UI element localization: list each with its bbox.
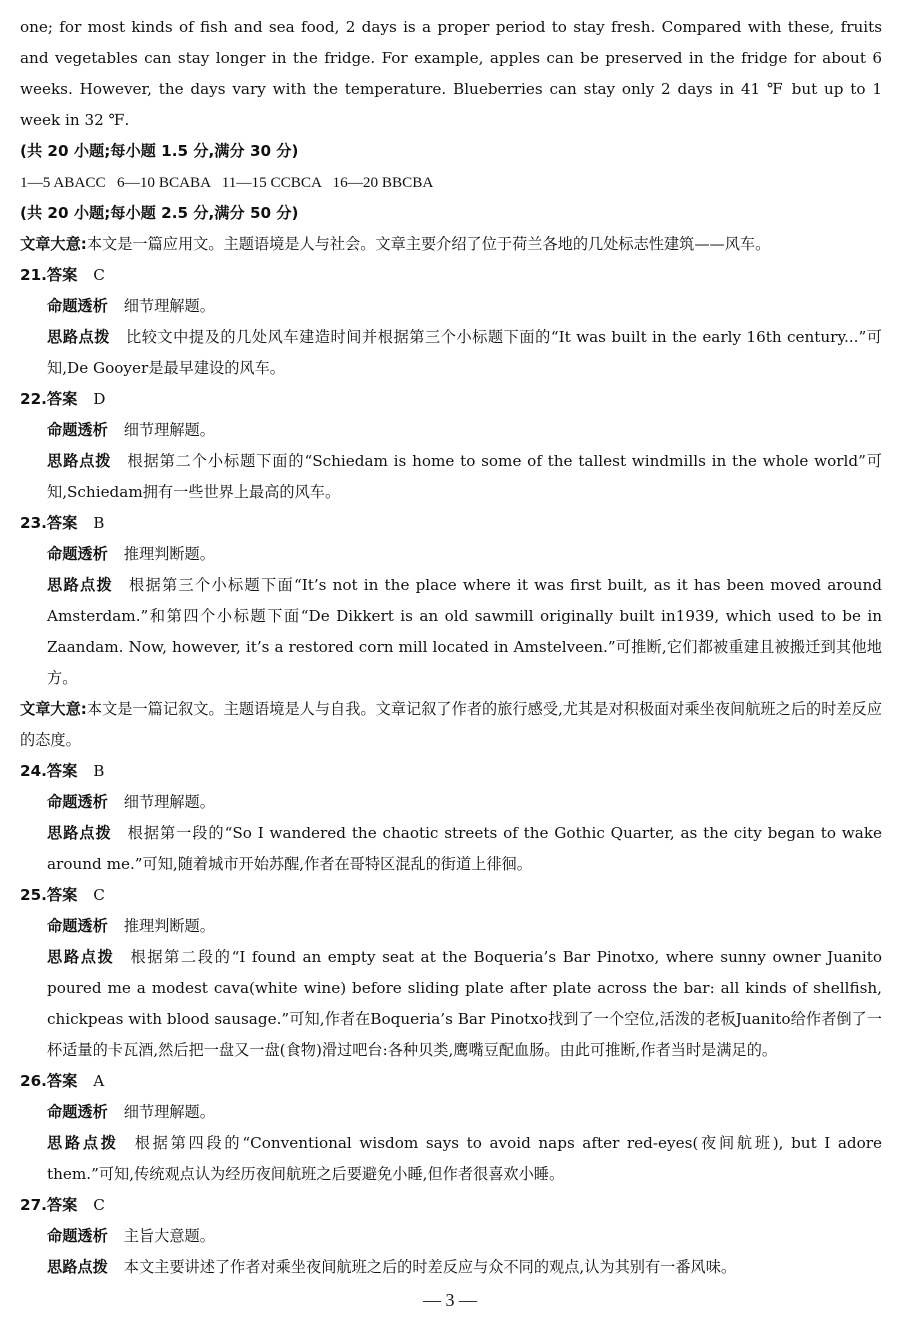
analysis-text: 主旨大意题。 [123, 1227, 215, 1245]
answer-value: B [93, 762, 105, 780]
question-number: 21. [20, 266, 47, 284]
answer-label: 答案 [46, 266, 78, 284]
document-body [20, 12, 882, 1283]
page-number: — 3 — [423, 1290, 477, 1310]
question-number: 25. [20, 886, 47, 904]
answer-label: 答案 [46, 1072, 78, 1090]
question-21 [20, 260, 882, 384]
tip-text: 根据第二段的“I found an empty seat at the Boqueria’s Bar Pinotxo, where sunny owner Juanito poured me a modest cava(white wine) before sliding plate after plate across the bar: all kinds of shellfish, chickpeas with blood sausage.”可知,作者在Boqueria’s Bar Pinotxo找到了一个空位,活泼的老板Juanito给作者倒了一杯适量的卡瓦酒,然后把一盘又一盘(食物)滑过吧台:各种贝类,鹰嘴豆配血肠。由此可推断,作者当时是满足的。 [47, 948, 882, 1059]
analysis-text: 细节理解题。 [123, 297, 215, 315]
tip-text: 根据第三个小标题下面“It’s not in the place where it was first built, as it has been moved around Amsterdam.”和第四个小标题下面“De Dikkert is an old sawmill originally built in1939, which used to be in Zaandam. Now, however, it’s a restored corn mill located in Amstelveen.”可推断,它们都被重建且被搬迁到其他地方。 [47, 576, 882, 687]
question-25 [20, 880, 882, 1066]
answer-value: C [93, 886, 105, 904]
tip-label: 思路点拨 [47, 948, 115, 966]
analysis-text: 推理判断题。 [123, 917, 215, 935]
answer-key: 1—5 ABACC 6—10 BCABA 11—15 CCBCA 16—20 BBCBA [20, 174, 434, 191]
analysis-label: 命题透析 [47, 421, 108, 439]
answer-value: C [93, 1196, 105, 1214]
question-22 [20, 384, 882, 508]
analysis-text: 细节理解题。 [123, 421, 215, 439]
question-number: 24. [20, 762, 47, 780]
question-23 [20, 508, 882, 694]
analysis-label: 命题透析 [47, 793, 108, 811]
question-number: 23. [20, 514, 47, 532]
answer-label: 答案 [46, 514, 78, 532]
analysis-text: 细节理解题。 [123, 1103, 215, 1121]
section1-header: (共 20 小题;每小题 1.5 分,满分 30 分) [20, 142, 299, 160]
analysis-text: 细节理解题。 [123, 793, 215, 811]
tip-label: 思路点拨 [47, 452, 112, 470]
summary-2-text: 本文是一篇记叙文。主题语境是人与自我。文章记叙了作者的旅行感受,尤其是对积极面对乘坐夜间航班之后的时差反应的态度。 [20, 700, 883, 749]
tip-label: 思路点拨 [47, 824, 112, 842]
analysis-label: 命题透析 [47, 917, 108, 935]
tip-label: 思路点拨 [47, 328, 110, 346]
analysis-label: 命题透析 [47, 1103, 108, 1121]
answer-label: 答案 [46, 390, 78, 408]
tip-text: 根据第二个小标题下面的“Schiedam is home to some of the tallest windmills in the whole world”可知,Schiedam拥有一些世界上最高的风车。 [47, 452, 882, 501]
analysis-label: 命题透析 [47, 1227, 108, 1245]
section2-header: (共 20 小题;每小题 2.5 分,满分 50 分) [20, 204, 299, 222]
tip-text: 根据第四段的“Conventional wisdom says to avoid naps after red-eyes(夜间航班), but I adore them.”可知,传统观点认为经历夜间航班之后要避免小睡,但作者很喜欢小睡。 [47, 1134, 883, 1183]
analysis-text: 推理判断题。 [123, 545, 215, 563]
tip-text: 比较文中提及的几处风车建造时间并根据第三个小标题下面的“It was built in the early 16th century...”可知,De Gooyer是最早建设的风车。 [47, 328, 882, 377]
question-27 [20, 1190, 882, 1283]
answer-label: 答案 [46, 1196, 78, 1214]
question-26 [20, 1066, 882, 1190]
tip-text: 本文主要讲述了作者对乘坐夜间航班之后的时差反应与众不同的观点,认为其别有一番风味。 [123, 1258, 737, 1276]
analysis-label: 命题透析 [47, 297, 108, 315]
answer-value: D [93, 390, 106, 408]
summary-label: 文章大意: [20, 700, 87, 718]
answer-value: A [93, 1072, 105, 1090]
tip-text: 根据第一段的“So I wandered the chaotic streets of the Gothic Quarter, as the city began to wake around me.”可知,随着城市开始苏醒,作者在哥特区混乱的街道上徘徊。 [47, 824, 883, 873]
summary-2 [20, 694, 882, 756]
question-24 [20, 756, 882, 880]
answer-label: 答案 [46, 762, 78, 780]
answer-value: B [93, 514, 105, 532]
summary-1 [20, 229, 882, 260]
answer-value: C [93, 266, 105, 284]
summary-label: 文章大意: [20, 235, 87, 253]
tip-label: 思路点拨 [47, 576, 113, 594]
question-number: 27. [20, 1196, 47, 1214]
question-number: 22. [20, 390, 47, 408]
analysis-label: 命题透析 [47, 545, 108, 563]
intro-paragraph: one; for most kinds of fish and sea food, 2 days is a proper period to stay fresh. Compared with these, fruits and vegetables can stay longer in the fridge. For example, apples can be preserved in the fridge for about 6 weeks. However, the days vary with the temperature. Blueberries can stay only 2 days in 41 ℉ but up to 1 week in 32 ℉. [20, 18, 882, 129]
summary-1-text: 本文是一篇应用文。主题语境是人与社会。文章主要介绍了位于荷兰各地的几处标志性建筑——风车。 [86, 235, 771, 253]
question-number: 26. [20, 1072, 47, 1090]
answer-label: 答案 [46, 886, 78, 904]
tip-label: 思路点拨 [47, 1134, 119, 1152]
tip-label: 思路点拨 [47, 1258, 108, 1276]
